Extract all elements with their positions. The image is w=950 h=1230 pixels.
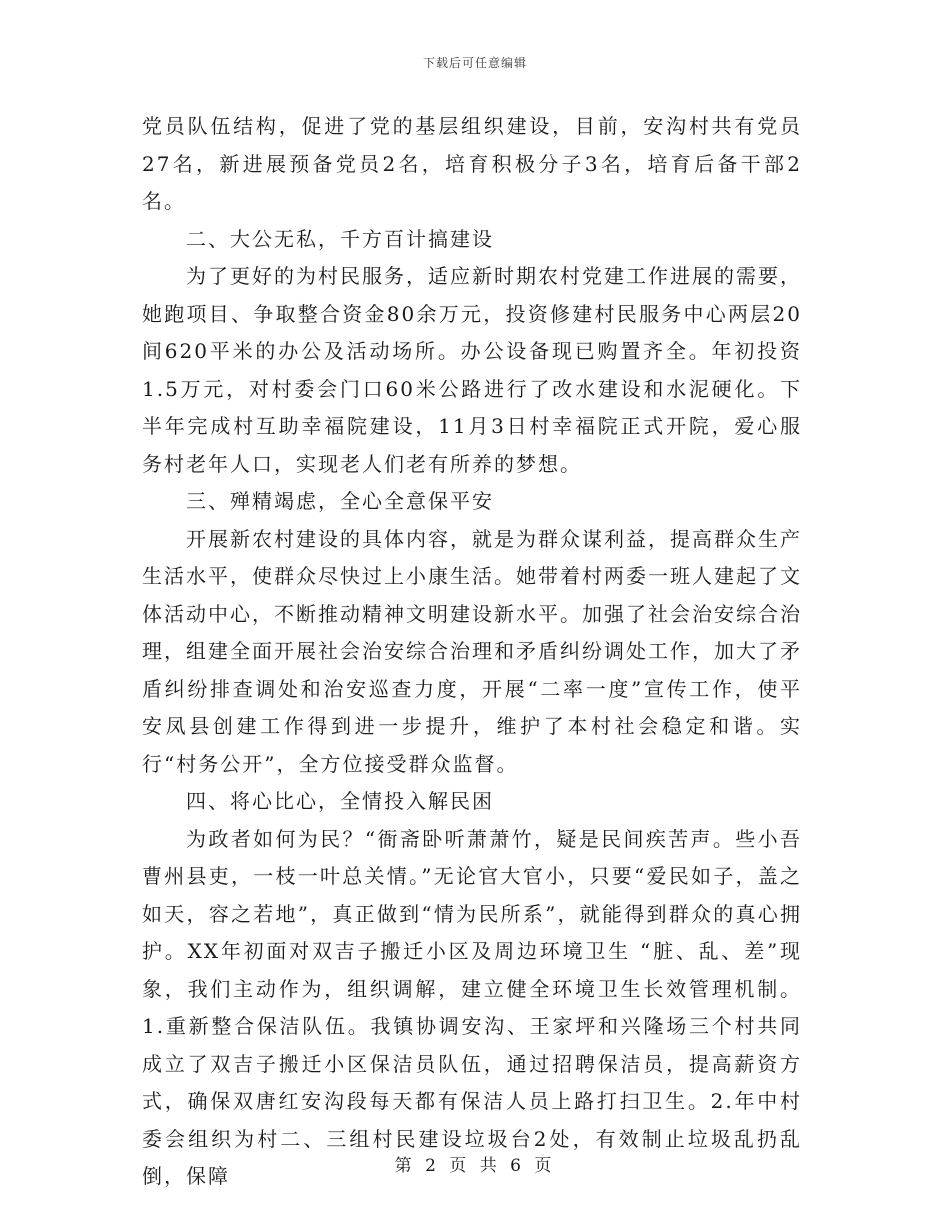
paragraph-party-structure: 党员队伍结构，促进了党的基层组织建设，目前，安沟村共有党员27名，新进展预备党员2名，培育积极分子3名，培育后备干部2名。 (142, 114, 802, 213)
paragraph-people: 为政者如何为民？“衙斋卧听萧萧竹，疑是民间疾苦声。些小吾曹州县吏，一枝一叶总关情。”无论官大官小，只要“爱民如子，盖之如天，容之若地”，真正做到“情为民所系”，就能得到群众的真心拥护。XX年初面对双吉子搬迁小区及周边环境卫生 “脏、乱、差”现象，我们主动作为，组织调解，建立健全环境卫生长效管理机制。1.重新整合保洁队伍。我镇协调安沟、王家坪和兴隆场三个村共同成立了双吉子搬迁小区保洁员队伍，通过招聘保洁员，提高薪资方式，确保双唐红安沟段每天都有保洁人员上路打扫卫生。2.年中村委会组织为村二、三组村民建设垃圾台2处，有效制止垃圾乱扔乱倒，保障 (142, 826, 802, 1188)
document-body (142, 108, 802, 1196)
paragraph-construction: 为了更好的为村民服务，适应新时期农村党建工作进展的需要，她跑项目、争取整合资金80余万元，投资修建村民服务中心两层20间620平米的办公及活动场所。办公设备现已购置齐全。年初投资1.5万元，对村委会门口60米公路进行了改水建设和水泥硬化。下半年完成村互助幸福院建设，11月3日村幸福院正式开院，爱心服务村老年人口，实现老人们老有所养的梦想。 (142, 264, 802, 476)
section-heading-people: 四、将心比心，全情投入解民困 (186, 789, 494, 813)
section-heading-construction: 二、大公无私，千方百计搞建设 (186, 226, 494, 251)
section-heading-safety: 三、殚精竭虑，全心全意保平安 (186, 489, 494, 513)
page-footer: 第 2 页 共 6 页 (394, 1156, 556, 1176)
page-header: 下载后可任意编辑 (422, 56, 527, 70)
paragraph-safety: 开展新农村建设的具体内容，就是为群众谋利益，提高群众生产生活水平，使群众尽快过上小康生活。她带着村两委一班人建起了文体活动中心，不断推动精神文明建设新水平。加强了社会治安综合治理，组建全面开展社会治安综合治理和矛盾纠纷调处工作，加大了矛盾纠纷排查调处和治安巡查力度，开展“二率一度”宣传工作，使平安凤县创建工作得到进一步提升，维护了本村社会稳定和谐。实行“村务公开”，全方位接受群众监督。 (142, 526, 802, 776)
